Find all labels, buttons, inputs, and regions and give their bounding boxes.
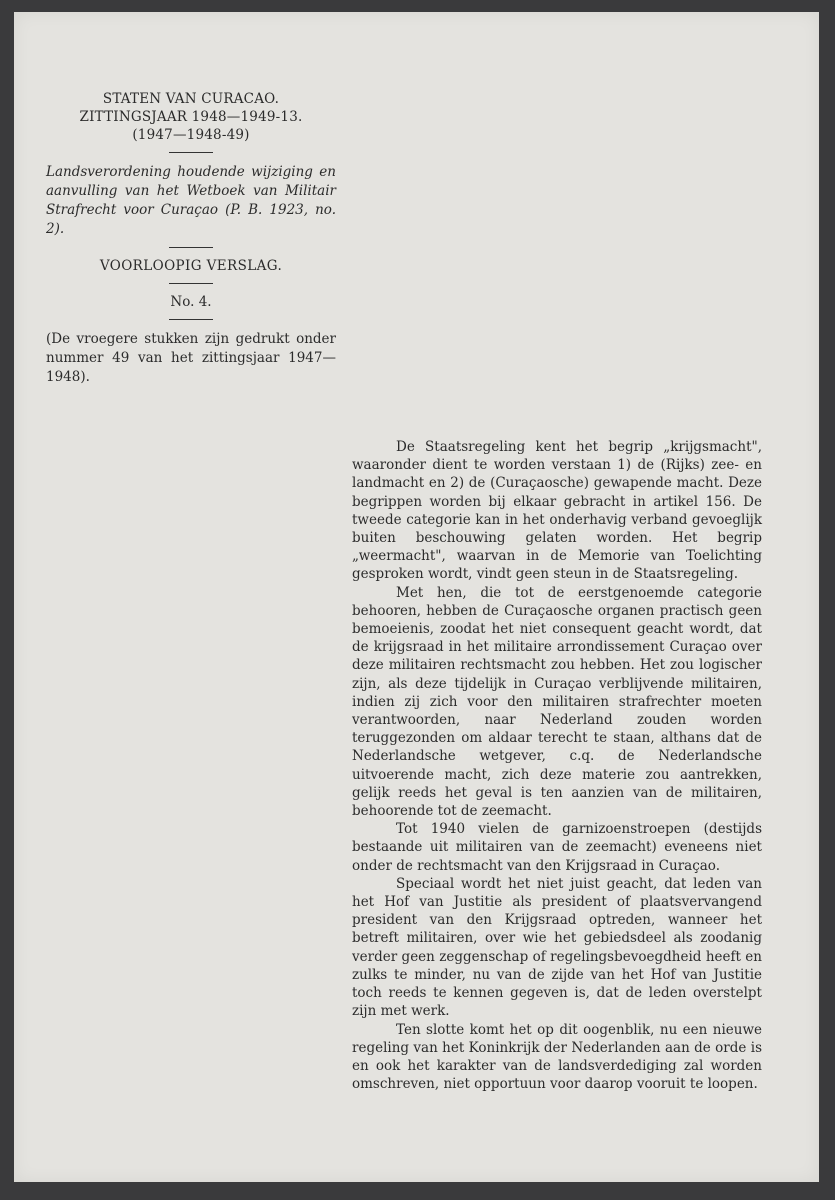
earlier-documents-note: (De vroegere stukken zijn gedrukt onder nummer 49 van het zittingsjaar 1947—1948).: [46, 331, 336, 385]
report-number: No. 4.: [170, 294, 212, 310]
divider-rule: [169, 247, 213, 248]
report-title: VOORLOOPIG VERSLAG.: [99, 258, 283, 274]
body-paragraph: Speciaal wordt het niet juist geacht, dat leden van het Hof van Justitie als president of plaatsvervangend president van den Krijgsraad optreden, wanneer het betreft militairen, over wie het gebiedsdeel als zoodanig verder geen zeggenschap of regelingsbevoegdheid heeft en zulks te minder, nu van de zijde van het Hof van Justitie toch reeds te kennen gegeven is, dat de leden overstelpt zijn met werk.: [352, 875, 762, 1020]
body-paragraph: Met hen, die tot de eerstgenoemde categorie behooren, hebben de Curaçaosche organen practisch geen bemoeienis, zoodat het niet consequent geacht wordt, dat de krijgsraad in het militaire arrondissement Curaçao over deze militairen rechtsmacht zou hebben. Het zou logischer zijn, als deze tijdelijk in Curaçao verblijvende militairen, indien zij zich voor den militairen strafrechter moeten verantwoorden, naar Nederland zouden worden teruggezonden om aldaar terecht te staan, althans dat de Nederlandsche wetgever, c.q. de Nederlandsche uitvoerende macht, zich deze materie zou aantrekken, gelijk reeds het geval is ten aanzien van de militairen, behoorende tot de zeemacht.: [352, 584, 762, 820]
header-line-3: (1947—1948-49): [132, 127, 250, 143]
report-body: [352, 438, 762, 1093]
header-block: [46, 90, 336, 387]
body-paragraph: Tot 1940 vielen de garnizoenstroepen (destijds bestaande uit militairen van de zeemacht) eveneens niet onder de rechtsmacht van den Krijgsraad in Curaçao.: [352, 821, 762, 874]
document-page: [14, 12, 819, 1182]
ordinance-subject: Landsverordening houdende wijziging en aanvulling van het Wetboek van Militair Strafrecht voor Curaçao (P. B. 1923, no. 2).: [46, 164, 336, 237]
header-line-1: STATEN VAN CURACAO.: [102, 91, 280, 107]
body-paragraph: De Staatsregeling kent het begrip „krijgsmacht", waaronder dient te worden verstaan 1) de (Rijks) zee- en landmacht en 2) de (Curaçaosche) gewapende macht. Deze begrippen worden bij elkaar gebracht in artikel 156. De tweede categorie kan in het onderhavig verband gevoeglijk buiten beschouwing gelaten worden. Het begrip „weermacht", waarvan in de Memorie van Toelichting gesproken wordt, vindt geen steun in de Staatsregeling.: [352, 439, 762, 583]
header-line-2: ZITTINGSJAAR 1948—1949-13.: [79, 109, 303, 125]
divider-rule: [169, 152, 213, 153]
divider-rule: [169, 319, 213, 320]
body-paragraph: Ten slotte komt het op dit oogenblik, nu een nieuwe regeling van het Koninkrijk der Nederlanden aan de orde is en ook het karakter van de landsverdediging zal worden omschreven, niet opportuun voor daarop vooruit te loopen.: [352, 1021, 762, 1093]
divider-rule: [169, 283, 213, 284]
